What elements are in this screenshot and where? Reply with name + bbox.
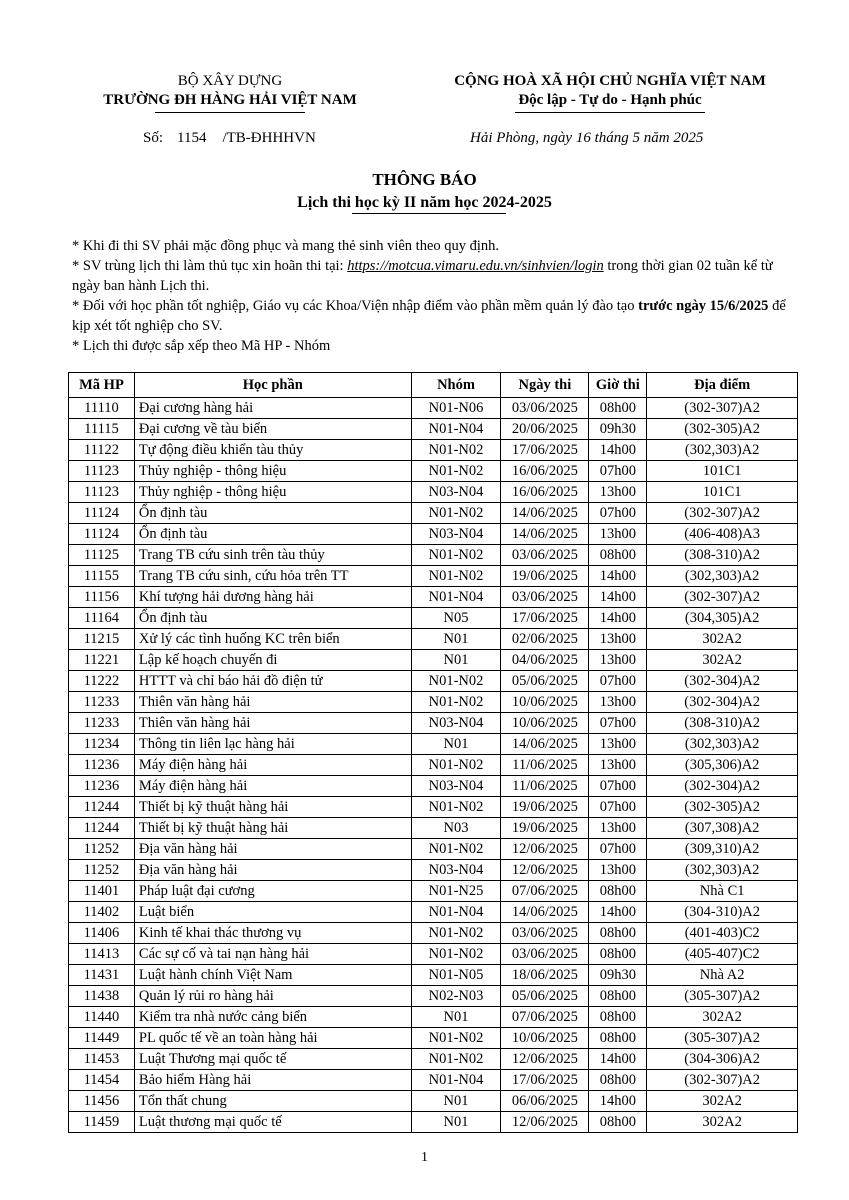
exam-time: 13h00 bbox=[589, 734, 647, 755]
course-name: Ổn định tàu bbox=[134, 503, 411, 524]
course-name: Luật biển bbox=[134, 902, 411, 923]
course-name: Kinh tế khai thác thương vụ bbox=[134, 923, 411, 944]
course-name: Bảo hiểm Hàng hải bbox=[134, 1070, 411, 1091]
exam-group: N01 bbox=[411, 1007, 501, 1028]
exam-time: 07h00 bbox=[589, 713, 647, 734]
exam-location: (401-403)C2 bbox=[647, 923, 798, 944]
course-code: 11402 bbox=[69, 902, 135, 923]
exam-date: 10/06/2025 bbox=[501, 713, 589, 734]
exam-group: N01-N04 bbox=[411, 1070, 501, 1091]
exam-location: 302A2 bbox=[647, 650, 798, 671]
table-row bbox=[69, 986, 798, 1007]
course-code: 11233 bbox=[69, 713, 135, 734]
exam-time: 13h00 bbox=[589, 860, 647, 881]
table-row bbox=[69, 587, 798, 608]
course-code: 11222 bbox=[69, 671, 135, 692]
exam-location: (302-307)A2 bbox=[647, 503, 798, 524]
exam-location: (302,303)A2 bbox=[647, 440, 798, 461]
table-row bbox=[69, 692, 798, 713]
course-name: Thủy nghiệp - thông hiệu bbox=[134, 482, 411, 503]
exam-group: N01-N02 bbox=[411, 503, 501, 524]
school-underline bbox=[155, 112, 305, 113]
exam-location: (302-305)A2 bbox=[647, 797, 798, 818]
exam-location: (308-310)A2 bbox=[647, 713, 798, 734]
exam-group: N01-N02 bbox=[411, 545, 501, 566]
course-code: 11459 bbox=[69, 1112, 135, 1133]
note-graduation-deadline: trước ngày 15/6/2025 bbox=[638, 298, 769, 314]
course-code: 11456 bbox=[69, 1091, 135, 1112]
table-row bbox=[69, 482, 798, 503]
exam-date: 17/06/2025 bbox=[501, 440, 589, 461]
postpone-link[interactable]: https://motcua.vimaru.edu.vn/sinhvien/login bbox=[347, 258, 604, 274]
exam-group: N03 bbox=[411, 818, 501, 839]
table-row bbox=[69, 923, 798, 944]
exam-date: 14/06/2025 bbox=[501, 734, 589, 755]
course-name: Địa văn hàng hải bbox=[134, 839, 411, 860]
exam-time: 07h00 bbox=[589, 503, 647, 524]
ministry-name: BỘ XÂY DỰNG bbox=[177, 73, 283, 89]
exam-time: 08h00 bbox=[589, 1112, 647, 1133]
note-graduation bbox=[72, 296, 800, 336]
exam-time: 08h00 bbox=[589, 1007, 647, 1028]
course-name: Khí tượng hải dương hàng hải bbox=[134, 587, 411, 608]
exam-time: 07h00 bbox=[589, 839, 647, 860]
course-name: Pháp luật đại cương bbox=[134, 881, 411, 902]
exam-location: 302A2 bbox=[647, 1007, 798, 1028]
exam-group: N01-N02 bbox=[411, 755, 501, 776]
exam-date: 03/06/2025 bbox=[501, 944, 589, 965]
exam-location: (302-307)A2 bbox=[647, 1070, 798, 1091]
course-code: 11123 bbox=[69, 482, 135, 503]
exam-date: 12/06/2025 bbox=[501, 839, 589, 860]
exam-location: 302A2 bbox=[647, 629, 798, 650]
table-row bbox=[69, 1091, 798, 1112]
exam-time: 07h00 bbox=[589, 671, 647, 692]
exam-group: N01-N02 bbox=[411, 692, 501, 713]
exam-date: 05/06/2025 bbox=[501, 671, 589, 692]
course-name: Máy điện hàng hải bbox=[134, 755, 411, 776]
exam-time: 14h00 bbox=[589, 1091, 647, 1112]
exam-group: N01 bbox=[411, 650, 501, 671]
course-code: 11155 bbox=[69, 566, 135, 587]
table-row bbox=[69, 839, 798, 860]
exam-group: N01-N02 bbox=[411, 923, 501, 944]
table-row bbox=[69, 1070, 798, 1091]
exam-group: N01-N02 bbox=[411, 1049, 501, 1070]
exam-date: 12/06/2025 bbox=[501, 1049, 589, 1070]
exam-date: 12/06/2025 bbox=[501, 1112, 589, 1133]
course-name: Thiết bị kỹ thuật hàng hải bbox=[134, 818, 411, 839]
table-row bbox=[69, 461, 798, 482]
header-code: Mã HP bbox=[69, 373, 135, 398]
exam-location: (302-307)A2 bbox=[647, 398, 798, 419]
exam-date: 14/06/2025 bbox=[501, 902, 589, 923]
table-row bbox=[69, 713, 798, 734]
exam-time: 14h00 bbox=[589, 440, 647, 461]
exam-group: N05 bbox=[411, 608, 501, 629]
course-name: Tổn thất chung bbox=[134, 1091, 411, 1112]
exam-date: 03/06/2025 bbox=[501, 923, 589, 944]
notes-section bbox=[72, 236, 800, 356]
exam-location: (305,306)A2 bbox=[647, 755, 798, 776]
course-code: 11124 bbox=[69, 524, 135, 545]
table-row bbox=[69, 860, 798, 881]
exam-time: 08h00 bbox=[589, 545, 647, 566]
course-code: 11449 bbox=[69, 1028, 135, 1049]
table-row bbox=[69, 902, 798, 923]
exam-group: N03-N04 bbox=[411, 713, 501, 734]
exam-location: (307,308)A2 bbox=[647, 818, 798, 839]
course-code: 11164 bbox=[69, 608, 135, 629]
table-row bbox=[69, 671, 798, 692]
exam-location: (302,303)A2 bbox=[647, 860, 798, 881]
table-row bbox=[69, 818, 798, 839]
course-code: 11431 bbox=[69, 965, 135, 986]
exam-location: (304-310)A2 bbox=[647, 902, 798, 923]
exam-time: 08h00 bbox=[589, 881, 647, 902]
course-name: Luật thương mại quốc tế bbox=[134, 1112, 411, 1133]
course-code: 11236 bbox=[69, 776, 135, 797]
document-reference bbox=[143, 130, 316, 147]
exam-location: (302,303)A2 bbox=[647, 566, 798, 587]
course-code: 11438 bbox=[69, 986, 135, 1007]
exam-date: 03/06/2025 bbox=[501, 398, 589, 419]
course-code: 11125 bbox=[69, 545, 135, 566]
exam-time: 14h00 bbox=[589, 1049, 647, 1070]
national-header bbox=[420, 72, 800, 113]
table-row bbox=[69, 608, 798, 629]
exam-date: 10/06/2025 bbox=[501, 1028, 589, 1049]
exam-time: 08h00 bbox=[589, 398, 647, 419]
course-code: 11156 bbox=[69, 587, 135, 608]
course-name: Thiết bị kỹ thuật hàng hải bbox=[134, 797, 411, 818]
table-row bbox=[69, 629, 798, 650]
table-header-row bbox=[69, 373, 798, 398]
exam-time: 08h00 bbox=[589, 986, 647, 1007]
course-name: Xử lý các tình huống KC trên biển bbox=[134, 629, 411, 650]
exam-time: 08h00 bbox=[589, 1070, 647, 1091]
exam-location: 302A2 bbox=[647, 1112, 798, 1133]
exam-group: N01-N06 bbox=[411, 398, 501, 419]
course-code: 11234 bbox=[69, 734, 135, 755]
course-name: PL quốc tế về an toàn hàng hải bbox=[134, 1028, 411, 1049]
note-postpone-tail: trong thời gian 02 tuần kể từ ngày ban hành Lịch thi. bbox=[72, 258, 773, 294]
note-uniform: * Khi đi thi SV phải mặc đồng phục và mang thẻ sinh viên theo quy định. bbox=[72, 238, 500, 254]
exam-location: (305-307)A2 bbox=[647, 986, 798, 1007]
course-code: 11233 bbox=[69, 692, 135, 713]
table-row bbox=[69, 398, 798, 419]
course-name: Kiểm tra nhà nước cảng biển bbox=[134, 1007, 411, 1028]
course-code: 11406 bbox=[69, 923, 135, 944]
note-sorting: * Lịch thi được sắp xếp theo Mã HP - Nhóm bbox=[72, 338, 331, 354]
course-name: Luật hành chính Việt Nam bbox=[134, 965, 411, 986]
table-row bbox=[69, 965, 798, 986]
table-row bbox=[69, 776, 798, 797]
exam-group: N03-N04 bbox=[411, 776, 501, 797]
course-code: 11413 bbox=[69, 944, 135, 965]
exam-date: 11/06/2025 bbox=[501, 755, 589, 776]
exam-date: 04/06/2025 bbox=[501, 650, 589, 671]
school-name: TRƯỜNG ĐH HÀNG HẢI VIỆT NAM bbox=[103, 92, 357, 108]
exam-date: 03/06/2025 bbox=[501, 587, 589, 608]
exam-time: 13h00 bbox=[589, 818, 647, 839]
course-name: Trang TB cứu sinh trên tàu thủy bbox=[134, 545, 411, 566]
exam-time: 13h00 bbox=[589, 482, 647, 503]
exam-location: (305-307)A2 bbox=[647, 1028, 798, 1049]
header-course: Học phần bbox=[134, 373, 411, 398]
exam-group: N01-N02 bbox=[411, 461, 501, 482]
exam-time: 07h00 bbox=[589, 776, 647, 797]
exam-date: 19/06/2025 bbox=[501, 797, 589, 818]
exam-time: 09h30 bbox=[589, 965, 647, 986]
exam-group: N01-N04 bbox=[411, 902, 501, 923]
exam-date: 07/06/2025 bbox=[501, 1007, 589, 1028]
course-name: Thiên văn hàng hải bbox=[134, 692, 411, 713]
note-postpone-text: * SV trùng lịch thi làm thủ tục xin hoãn thi tại: bbox=[72, 258, 348, 274]
ref-label: Số: bbox=[143, 130, 164, 146]
exam-group: N01-N05 bbox=[411, 965, 501, 986]
exam-time: 14h00 bbox=[589, 566, 647, 587]
course-code: 11236 bbox=[69, 755, 135, 776]
exam-time: 14h00 bbox=[589, 587, 647, 608]
subtitle-underline bbox=[352, 213, 506, 214]
ref-number: 1154 bbox=[177, 130, 207, 146]
issue-date: Hải Phòng, ngày 16 tháng 5 năm 2025 bbox=[470, 130, 704, 146]
table-row bbox=[69, 545, 798, 566]
exam-location: (308-310)A2 bbox=[647, 545, 798, 566]
course-code: 11215 bbox=[69, 629, 135, 650]
table-row bbox=[69, 1028, 798, 1049]
exam-date: 10/06/2025 bbox=[501, 692, 589, 713]
exam-schedule-table bbox=[68, 372, 798, 1133]
table-row bbox=[69, 755, 798, 776]
table-row bbox=[69, 524, 798, 545]
exam-time: 07h00 bbox=[589, 461, 647, 482]
exam-date: 03/06/2025 bbox=[501, 545, 589, 566]
exam-location: 302A2 bbox=[647, 1091, 798, 1112]
course-code: 11115 bbox=[69, 419, 135, 440]
course-name: Thủy nghiệp - thông hiệu bbox=[134, 461, 411, 482]
note-graduation-tail: để kịp xét tốt nghiệp cho SV. bbox=[72, 298, 786, 334]
exam-location: (302-304)A2 bbox=[647, 692, 798, 713]
exam-group: N01-N04 bbox=[411, 587, 501, 608]
exam-group: N03-N04 bbox=[411, 482, 501, 503]
course-name: Trang TB cứu sinh, cứu hỏa trên TT bbox=[134, 566, 411, 587]
exam-location: 101C1 bbox=[647, 461, 798, 482]
exam-date: 05/06/2025 bbox=[501, 986, 589, 1007]
exam-location: Nhà C1 bbox=[647, 881, 798, 902]
course-code: 11122 bbox=[69, 440, 135, 461]
table-row bbox=[69, 440, 798, 461]
page-number: 1 bbox=[421, 1150, 428, 1165]
exam-time: 08h00 bbox=[589, 1028, 647, 1049]
exam-group: N01-N02 bbox=[411, 671, 501, 692]
note-graduation-text: * Đối với học phần tốt nghiệp, Giáo vụ các Khoa/Viện nhập điểm vào phần mềm quản lý đào tạo bbox=[72, 298, 639, 314]
exam-time: 14h00 bbox=[589, 902, 647, 923]
course-name: Thông tin liên lạc hàng hải bbox=[134, 734, 411, 755]
exam-location: (302-305)A2 bbox=[647, 419, 798, 440]
exam-time: 13h00 bbox=[589, 650, 647, 671]
course-code: 11221 bbox=[69, 650, 135, 671]
course-code: 11252 bbox=[69, 839, 135, 860]
course-name: Quản lý rủi ro hàng hải bbox=[134, 986, 411, 1007]
course-code: 11124 bbox=[69, 503, 135, 524]
exam-location: 101C1 bbox=[647, 482, 798, 503]
table-row bbox=[69, 881, 798, 902]
exam-group: N03-N04 bbox=[411, 860, 501, 881]
exam-date: 17/06/2025 bbox=[501, 1070, 589, 1091]
course-name: Lập kế hoạch chuyến đi bbox=[134, 650, 411, 671]
table-row bbox=[69, 650, 798, 671]
exam-date: 16/06/2025 bbox=[501, 482, 589, 503]
course-code: 11110 bbox=[69, 398, 135, 419]
exam-group: N01-N02 bbox=[411, 566, 501, 587]
header-time: Giờ thi bbox=[589, 373, 647, 398]
exam-location: (304,305)A2 bbox=[647, 608, 798, 629]
exam-date: 12/06/2025 bbox=[501, 860, 589, 881]
course-code: 11401 bbox=[69, 881, 135, 902]
exam-location: (406-408)A3 bbox=[647, 524, 798, 545]
exam-date: 06/06/2025 bbox=[501, 1091, 589, 1112]
table-row bbox=[69, 1007, 798, 1028]
exam-group: N01-N02 bbox=[411, 797, 501, 818]
course-code: 11454 bbox=[69, 1070, 135, 1091]
exam-group: N01 bbox=[411, 734, 501, 755]
exam-date: 18/06/2025 bbox=[501, 965, 589, 986]
exam-date: 19/06/2025 bbox=[501, 818, 589, 839]
exam-group: N03-N04 bbox=[411, 524, 501, 545]
exam-group: N01-N02 bbox=[411, 1028, 501, 1049]
exam-date: 14/06/2025 bbox=[501, 524, 589, 545]
course-code: 11252 bbox=[69, 860, 135, 881]
course-code: 11123 bbox=[69, 461, 135, 482]
document-subtitle: Lịch thi học kỳ II năm học 2024-2025 bbox=[297, 194, 552, 211]
table-row bbox=[69, 1049, 798, 1070]
course-name: Đại cương về tàu biển bbox=[134, 419, 411, 440]
document-title: THÔNG BÁO bbox=[372, 170, 477, 189]
course-name: Các sự cố và tai nạn hàng hải bbox=[134, 944, 411, 965]
course-code: 11453 bbox=[69, 1049, 135, 1070]
course-name: Máy điện hàng hải bbox=[134, 776, 411, 797]
header-date: Ngày thi bbox=[501, 373, 589, 398]
header-location: Địa điểm bbox=[647, 373, 798, 398]
course-code: 11440 bbox=[69, 1007, 135, 1028]
table-body bbox=[69, 398, 798, 1133]
course-code: 11244 bbox=[69, 818, 135, 839]
course-name: HTTT và chỉ báo hải đồ điện tử bbox=[134, 671, 411, 692]
course-name: Thiên văn hàng hải bbox=[134, 713, 411, 734]
exam-time: 09h30 bbox=[589, 419, 647, 440]
exam-date: 17/06/2025 bbox=[501, 608, 589, 629]
exam-location: (405-407)C2 bbox=[647, 944, 798, 965]
exam-location: (304-306)A2 bbox=[647, 1049, 798, 1070]
national-motto: Độc lập - Tự do - Hạnh phúc bbox=[518, 92, 702, 108]
table-row bbox=[69, 944, 798, 965]
exam-date: 16/06/2025 bbox=[501, 461, 589, 482]
exam-date: 11/06/2025 bbox=[501, 776, 589, 797]
exam-group: N01-N25 bbox=[411, 881, 501, 902]
table-row bbox=[69, 734, 798, 755]
exam-time: 13h00 bbox=[589, 755, 647, 776]
course-code: 11244 bbox=[69, 797, 135, 818]
exam-group: N01 bbox=[411, 629, 501, 650]
exam-location: (302-304)A2 bbox=[647, 671, 798, 692]
note-postpone bbox=[72, 256, 800, 296]
table-row bbox=[69, 797, 798, 818]
country-name: CỘNG HOÀ XÃ HỘI CHỦ NGHĨA VIỆT NAM bbox=[454, 73, 766, 89]
table-row bbox=[69, 1112, 798, 1133]
exam-time: 08h00 bbox=[589, 923, 647, 944]
exam-date: 02/06/2025 bbox=[501, 629, 589, 650]
exam-time: 14h00 bbox=[589, 608, 647, 629]
exam-location: (302,303)A2 bbox=[647, 734, 798, 755]
table-row bbox=[69, 503, 798, 524]
exam-group: N01-N02 bbox=[411, 839, 501, 860]
course-name: Địa văn hàng hải bbox=[134, 860, 411, 881]
exam-group: N01-N02 bbox=[411, 944, 501, 965]
issuer-block bbox=[60, 72, 400, 113]
exam-location: (302-307)A2 bbox=[647, 587, 798, 608]
exam-time: 13h00 bbox=[589, 524, 647, 545]
exam-date: 07/06/2025 bbox=[501, 881, 589, 902]
exam-date: 20/06/2025 bbox=[501, 419, 589, 440]
exam-time: 13h00 bbox=[589, 692, 647, 713]
header-group: Nhóm bbox=[411, 373, 501, 398]
exam-location: (302-304)A2 bbox=[647, 776, 798, 797]
exam-location: (309,310)A2 bbox=[647, 839, 798, 860]
exam-group: N01-N04 bbox=[411, 419, 501, 440]
exam-group: N01-N02 bbox=[411, 440, 501, 461]
exam-date: 19/06/2025 bbox=[501, 566, 589, 587]
ref-suffix: /TB-ĐHHHVN bbox=[222, 130, 316, 146]
course-name: Đại cương hàng hải bbox=[134, 398, 411, 419]
course-name: Luật Thương mại quốc tế bbox=[134, 1049, 411, 1070]
exam-time: 08h00 bbox=[589, 944, 647, 965]
table-row bbox=[69, 419, 798, 440]
motto-underline bbox=[515, 112, 705, 113]
course-name: Tự động điều khiển tàu thủy bbox=[134, 440, 411, 461]
exam-location: Nhà A2 bbox=[647, 965, 798, 986]
table-row bbox=[69, 566, 798, 587]
exam-group: N01 bbox=[411, 1091, 501, 1112]
exam-time: 13h00 bbox=[589, 629, 647, 650]
exam-date: 14/06/2025 bbox=[501, 503, 589, 524]
course-name: Ổn định tàu bbox=[134, 608, 411, 629]
exam-group: N01 bbox=[411, 1112, 501, 1133]
exam-time: 07h00 bbox=[589, 797, 647, 818]
course-name: Ổn định tàu bbox=[134, 524, 411, 545]
exam-group: N02-N03 bbox=[411, 986, 501, 1007]
